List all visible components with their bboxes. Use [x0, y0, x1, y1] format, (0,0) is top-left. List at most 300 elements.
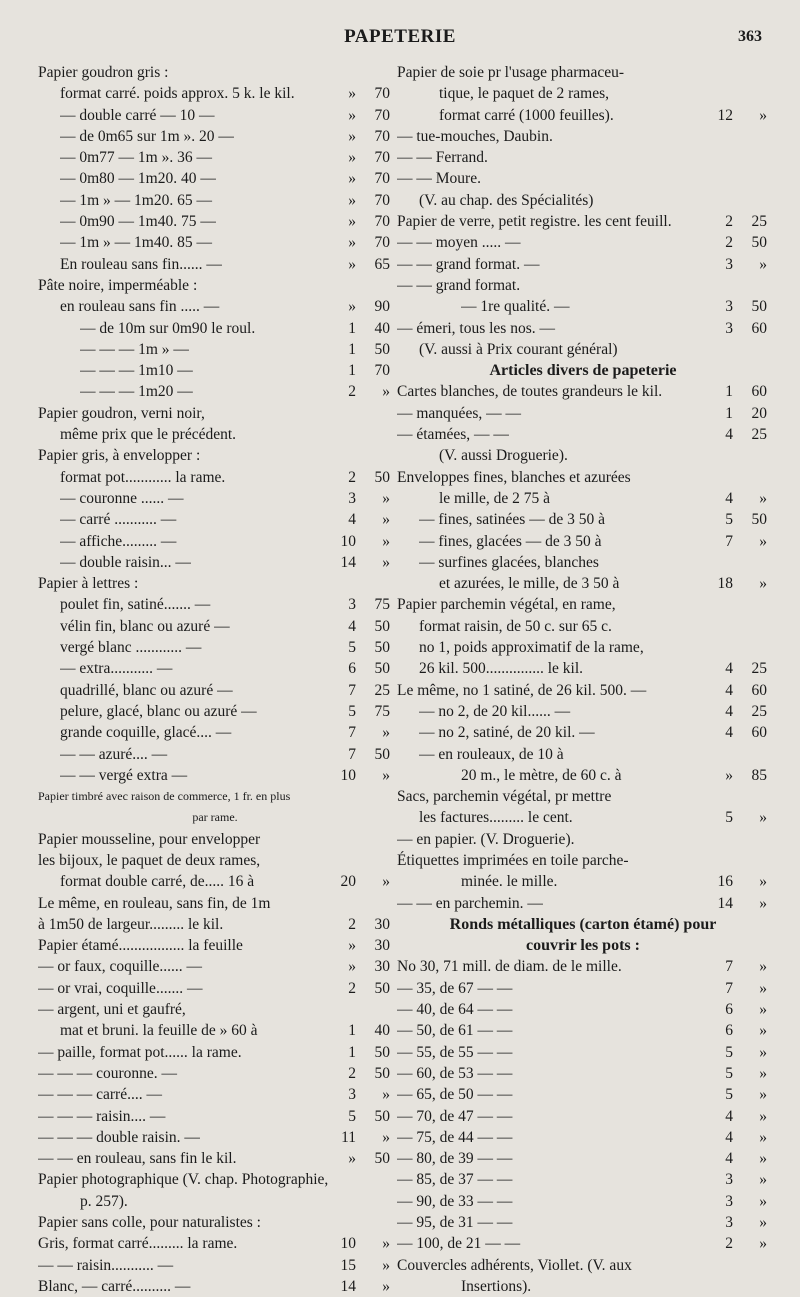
price-francs: 14: [340, 1277, 356, 1295]
price-francs: 3: [725, 1171, 733, 1189]
price-line: [397, 83, 769, 104]
price-centimes: »: [759, 106, 767, 124]
price-francs: 4: [725, 702, 733, 720]
section-heading: [397, 935, 769, 956]
price-centimes: »: [759, 1064, 767, 1082]
item-description: par rame.: [192, 810, 238, 825]
item-description: mat et bruni. la feuille de » 60 à: [60, 1022, 258, 1040]
item-description: et azurées, le mille, de 3 50 à: [439, 575, 620, 593]
price-francs: 1: [348, 319, 356, 337]
price-francs: »: [348, 213, 356, 231]
item-description: couvrir les pots :: [526, 937, 640, 955]
item-description: Papier goudron, verni noir,: [38, 404, 205, 422]
item-description: 26 kil. 500............... le kil.: [419, 660, 584, 678]
price-francs: 3: [725, 255, 733, 273]
price-francs: »: [348, 298, 356, 316]
item-description: Gris, format carré......... la rame.: [38, 1235, 238, 1253]
price-centimes: 70: [374, 85, 390, 103]
price-line: [38, 680, 392, 701]
price-francs: »: [348, 234, 356, 252]
price-centimes: »: [759, 1022, 767, 1040]
price-francs: 7: [725, 979, 733, 997]
price-francs: »: [348, 170, 356, 188]
item-description: vergé blanc ............ —: [60, 639, 202, 657]
price-line: [397, 1148, 769, 1169]
item-description: Étiquettes imprimées en toile parche-: [397, 851, 629, 869]
item-description: Papier étamé................. la feuille: [38, 937, 243, 955]
price-line: [397, 147, 769, 168]
item-description: 20 m., le mètre, de 60 c. à: [461, 766, 622, 784]
price-centimes: »: [382, 383, 390, 401]
item-description: Papier photographique (V. chap. Photographie,: [38, 1171, 329, 1189]
price-francs: 7: [348, 745, 356, 763]
price-line: [397, 445, 769, 466]
price-francs: 5: [348, 1107, 356, 1125]
price-francs: 4: [348, 511, 356, 529]
price-francs: 2: [725, 234, 733, 252]
price-centimes: »: [382, 1277, 390, 1295]
price-line: [397, 1020, 769, 1041]
price-line: [397, 62, 769, 83]
item-description: — no 2, de 20 kil...... —: [419, 702, 571, 720]
price-centimes: 50: [374, 340, 390, 358]
price-centimes: »: [759, 1107, 767, 1125]
price-francs: 12: [717, 106, 733, 124]
price-line: [397, 275, 769, 296]
price-centimes: »: [382, 724, 390, 742]
item-description: — — Ferrand.: [397, 149, 488, 167]
price-line: [397, 211, 769, 232]
price-francs: 5: [725, 1086, 733, 1104]
price-centimes: »: [759, 1171, 767, 1189]
price-centimes: »: [759, 979, 767, 997]
item-description: Couvercles adhérents, Viollet. (V. aux: [397, 1256, 632, 1274]
item-description: — — — 1m20 —: [80, 383, 193, 401]
price-line: [38, 594, 392, 615]
price-line: [38, 445, 392, 466]
price-line: [397, 786, 769, 807]
item-description: — — — 1m » —: [80, 340, 189, 358]
item-description: — 100, de 21 — —: [397, 1235, 521, 1253]
price-francs: 11: [341, 1128, 356, 1146]
item-description: — — — raisin.... —: [38, 1107, 166, 1125]
price-line: [38, 83, 392, 104]
price-francs: »: [348, 255, 356, 273]
price-line: [38, 1255, 392, 1276]
price-centimes: 20: [751, 404, 767, 422]
price-centimes: 60: [751, 383, 767, 401]
price-francs: 3: [725, 1192, 733, 1210]
price-centimes: 25: [751, 702, 767, 720]
price-line: [397, 381, 769, 402]
price-centimes: »: [382, 553, 390, 571]
item-description: Papier parchemin végétal, en rame,: [397, 596, 616, 614]
price-francs: 14: [717, 894, 733, 912]
price-line: [38, 765, 392, 786]
price-centimes: »: [759, 1128, 767, 1146]
item-description: — — raisin........... —: [38, 1256, 174, 1274]
price-line: [397, 552, 769, 573]
item-description: — 1m » — 1m40. 85 —: [60, 234, 212, 252]
price-line: [38, 339, 392, 360]
price-line: [397, 594, 769, 615]
price-line: [38, 1191, 392, 1212]
price-centimes: 50: [751, 234, 767, 252]
price-francs: 1: [725, 383, 733, 401]
price-centimes: »: [382, 1086, 390, 1104]
price-line: [38, 1106, 392, 1127]
item-description: — 80, de 39 — —: [397, 1150, 513, 1168]
item-description: en rouleau sans fin ..... —: [60, 298, 220, 316]
price-line: [397, 658, 769, 679]
item-description: — — en parchemin. —: [397, 894, 543, 912]
price-francs: 10: [340, 766, 356, 784]
price-line: [397, 722, 769, 743]
price-francs: 1: [348, 362, 356, 380]
price-line: [38, 871, 392, 892]
item-description: même prix que le précédent.: [60, 426, 237, 444]
price-line: [38, 1084, 392, 1105]
item-description: — manquées, — —: [397, 404, 521, 422]
price-centimes: 30: [374, 958, 390, 976]
item-description: format carré. poids approx. 5 k. le kil.: [60, 85, 295, 103]
price-line: [38, 786, 392, 807]
item-description: — — — carré.... —: [38, 1086, 162, 1104]
item-description: grande coquille, glacé.... —: [60, 724, 232, 742]
item-description: — 0m80 — 1m20. 40 —: [60, 170, 216, 188]
price-centimes: 25: [751, 660, 767, 678]
price-line: [38, 978, 392, 999]
price-line: [397, 1042, 769, 1063]
price-line: [397, 616, 769, 637]
price-line: [397, 531, 769, 552]
item-description: quadrillé, blanc ou azuré —: [60, 681, 233, 699]
item-description: — no 2, satiné, de 20 kil. —: [419, 724, 595, 742]
item-description: — 70, de 47 — —: [397, 1107, 513, 1125]
price-line: [397, 509, 769, 530]
item-description: format raisin, de 50 c. sur 65 c.: [419, 617, 612, 635]
price-francs: 3: [348, 489, 356, 507]
price-line: [397, 1276, 769, 1297]
price-centimes: 50: [374, 468, 390, 486]
price-line: [397, 999, 769, 1020]
price-line: [38, 275, 392, 296]
price-line: [397, 1127, 769, 1148]
item-description: format double carré, de..... 16 à: [60, 873, 255, 891]
price-francs: 2: [725, 213, 733, 231]
price-centimes: 40: [374, 1022, 390, 1040]
price-centimes: 70: [374, 191, 390, 209]
price-line: [38, 1127, 392, 1148]
item-description: Le même, no 1 satiné, de 26 kil. 500. —: [397, 681, 647, 699]
price-line: [38, 1276, 392, 1297]
price-line: [38, 616, 392, 637]
item-description: Papier à lettres :: [38, 575, 139, 593]
item-description: (V. aussi Droguerie).: [439, 447, 568, 465]
item-description: Papier de soie pr l'usage pharmaceu-: [397, 64, 625, 81]
price-francs: 15: [340, 1256, 356, 1274]
price-line: [397, 1255, 769, 1276]
price-centimes: 70: [374, 234, 390, 252]
price-centimes: 25: [374, 681, 390, 699]
item-description: Papier mousseline, pour envelopper: [38, 830, 261, 848]
price-francs: »: [348, 191, 356, 209]
price-francs: 4: [725, 426, 733, 444]
price-line: [38, 1148, 392, 1169]
item-description: Articles divers de papeterie: [489, 362, 677, 380]
price-line: [38, 105, 392, 126]
price-francs: 5: [725, 511, 733, 529]
price-francs: 6: [348, 660, 356, 678]
section-heading: [397, 360, 769, 381]
item-description: — fines, satinées — de 3 50 à: [419, 511, 605, 529]
price-line: [397, 744, 769, 765]
price-line: [38, 126, 392, 147]
price-line: [38, 211, 392, 232]
item-description: poulet fin, satiné....... —: [60, 596, 211, 614]
price-francs: 4: [725, 489, 733, 507]
price-centimes: 60: [751, 681, 767, 699]
item-description: — — grand format. —: [397, 255, 540, 273]
price-centimes: 50: [751, 298, 767, 316]
item-description: — en rouleaux, de 10 à: [419, 745, 564, 763]
item-description: Blanc, — carré.......... —: [38, 1277, 191, 1295]
price-line: [38, 232, 392, 253]
item-description: minée. le mille.: [461, 873, 558, 891]
price-line: [397, 829, 769, 850]
price-francs: 4: [725, 1128, 733, 1146]
item-description: — — Moure.: [397, 170, 481, 188]
price-line: [397, 168, 769, 189]
page-title: PAPETERIE: [344, 26, 456, 47]
price-francs: 4: [725, 681, 733, 699]
price-line: [38, 488, 392, 509]
price-line: [397, 637, 769, 658]
item-description: — — moyen ..... —: [397, 234, 521, 252]
price-line: [38, 467, 392, 488]
price-line: [397, 1212, 769, 1233]
price-centimes: 50: [374, 617, 390, 635]
price-line: [397, 488, 769, 509]
price-francs: 4: [725, 724, 733, 742]
price-centimes: 50: [374, 979, 390, 997]
price-line: [38, 935, 392, 956]
price-centimes: »: [382, 489, 390, 507]
price-line: [397, 126, 769, 147]
price-line: [397, 105, 769, 126]
price-centimes: 65: [374, 255, 390, 273]
item-description: — fines, glacées — de 3 50 à: [419, 532, 602, 550]
price-line: [397, 1191, 769, 1212]
price-line: [38, 1020, 392, 1041]
item-description: — de 0m65 sur 1m ». 20 —: [60, 127, 234, 145]
price-francs: 4: [725, 1150, 733, 1168]
item-description: — en papier. (V. Droguerie).: [397, 830, 575, 848]
item-description: vélin fin, blanc ou azuré —: [60, 617, 230, 635]
item-description: les factures......... le cent.: [419, 809, 573, 827]
price-centimes: »: [382, 873, 390, 891]
price-francs: 7: [725, 532, 733, 550]
item-description: Papier sans colle, pour naturalistes :: [38, 1214, 261, 1232]
price-francs: »: [348, 149, 356, 167]
page-header: [36, 26, 764, 56]
price-francs: 7: [348, 681, 356, 699]
price-centimes: 70: [374, 106, 390, 124]
price-line: [397, 701, 769, 722]
price-francs: »: [348, 958, 356, 976]
price-centimes: 50: [374, 660, 390, 678]
price-centimes: »: [759, 1043, 767, 1061]
price-line: [397, 254, 769, 275]
item-description: — 35, de 67 — —: [397, 979, 513, 997]
price-line: [38, 1042, 392, 1063]
item-description: — — en rouleau, sans fin le kil.: [38, 1150, 237, 1168]
price-line: [38, 254, 392, 275]
price-line: [397, 893, 769, 914]
item-description: No 30, 71 mill. de diam. de le mille.: [397, 958, 622, 976]
item-description: — 60, de 53 — —: [397, 1064, 513, 1082]
price-francs: 3: [348, 596, 356, 614]
item-description: no 1, poids approximatif de la rame,: [419, 639, 644, 657]
price-line: [397, 978, 769, 999]
price-line: [38, 956, 392, 977]
price-line: [38, 190, 392, 211]
price-francs: 2: [348, 383, 356, 401]
item-description: — 75, de 44 — —: [397, 1128, 513, 1146]
price-line: [38, 999, 392, 1020]
item-description: — couronne ...... —: [60, 489, 184, 507]
price-centimes: »: [759, 958, 767, 976]
section-heading: [397, 914, 769, 935]
price-centimes: »: [759, 873, 767, 891]
price-line: [397, 339, 769, 360]
item-description: — or faux, coquille...... —: [38, 958, 203, 976]
item-description: — 65, de 50 — —: [397, 1086, 513, 1104]
item-description: tique, le paquet de 2 rames,: [439, 85, 610, 103]
price-centimes: 70: [374, 149, 390, 167]
price-line: [38, 381, 392, 402]
price-centimes: »: [382, 532, 390, 550]
price-francs: 2: [348, 468, 356, 486]
price-francs: 10: [340, 1235, 356, 1253]
price-francs: 7: [725, 958, 733, 976]
price-francs: 20: [340, 873, 356, 891]
price-line: [397, 232, 769, 253]
price-line: [38, 296, 392, 317]
item-description: — 0m90 — 1m40. 75 —: [60, 213, 216, 231]
item-description: — carré ........... —: [60, 511, 177, 529]
price-francs: 4: [725, 660, 733, 678]
page-number: 363: [738, 28, 762, 45]
item-description: — 95, de 31 — —: [397, 1214, 513, 1232]
price-francs: 3: [348, 1086, 356, 1104]
price-centimes: 40: [374, 319, 390, 337]
price-francs: »: [348, 106, 356, 124]
item-description: les bijoux, le paquet de deux rames,: [38, 851, 261, 869]
price-line: [397, 765, 769, 786]
price-francs: 3: [725, 298, 733, 316]
price-centimes: »: [759, 1192, 767, 1210]
price-francs: 2: [348, 915, 356, 933]
price-centimes: 60: [751, 724, 767, 742]
price-line: [397, 680, 769, 701]
item-description: — paille, format pot...... la rame.: [38, 1043, 242, 1061]
item-description: — — — 1m10 —: [80, 362, 193, 380]
item-description: Ronds métalliques (carton étamé) pour: [449, 915, 717, 933]
price-centimes: »: [759, 809, 767, 827]
price-centimes: 50: [374, 1043, 390, 1061]
price-line: [397, 871, 769, 892]
price-centimes: 50: [374, 1150, 390, 1168]
item-description: Sacs, parchemin végétal, pr mettre: [397, 788, 612, 806]
price-francs: 2: [725, 1235, 733, 1253]
price-centimes: 30: [374, 937, 390, 955]
price-line: [38, 552, 392, 573]
item-description: Papier de verre, petit registre. les cent feuill.: [397, 213, 672, 231]
price-line: [397, 296, 769, 317]
price-francs: 10: [340, 532, 356, 550]
price-centimes: 60: [751, 319, 767, 337]
item-description: En rouleau sans fin...... —: [60, 255, 222, 273]
price-francs: »: [348, 937, 356, 955]
price-line: [38, 62, 392, 83]
item-description: — 40, de 64 — —: [397, 1001, 513, 1019]
price-centimes: 75: [374, 596, 390, 614]
price-line: [38, 360, 392, 381]
item-description: — affiche......... —: [60, 532, 177, 550]
price-francs: 6: [725, 1022, 733, 1040]
price-line: [397, 467, 769, 488]
price-line: [397, 807, 769, 828]
item-description: p. 257).: [80, 1192, 128, 1210]
price-francs: 18: [717, 575, 733, 593]
price-line: [397, 318, 769, 339]
price-line: [38, 807, 392, 828]
price-francs: 1: [725, 404, 733, 422]
item-description: — argent, uni et gaufré,: [38, 1001, 186, 1019]
price-line: [38, 509, 392, 530]
price-centimes: »: [759, 575, 767, 593]
price-centimes: 50: [374, 639, 390, 657]
price-centimes: »: [759, 255, 767, 273]
price-line: [397, 1063, 769, 1084]
item-description: — double carré — 10 —: [60, 106, 215, 124]
price-line: [38, 424, 392, 445]
price-line: [38, 850, 392, 871]
price-line: [397, 1169, 769, 1190]
price-centimes: 50: [374, 1107, 390, 1125]
price-line: [397, 424, 769, 445]
item-description: — 50, de 61 — —: [397, 1022, 513, 1040]
price-centimes: 25: [751, 213, 767, 231]
item-description: — 85, de 37 — —: [397, 1171, 513, 1189]
price-francs: 7: [348, 724, 356, 742]
price-line: [397, 1106, 769, 1127]
item-description: — 1m » — 1m20. 65 —: [60, 191, 212, 209]
item-description: — — vergé extra —: [60, 766, 188, 784]
price-francs: 5: [725, 809, 733, 827]
price-line: [38, 914, 392, 935]
price-line: [38, 318, 392, 339]
item-description: — 90, de 33 — —: [397, 1192, 513, 1210]
price-francs: 2: [348, 979, 356, 997]
item-description: à 1m50 de largeur......... le kil.: [38, 915, 224, 933]
price-francs: 1: [348, 340, 356, 358]
price-centimes: »: [759, 1235, 767, 1253]
item-description: le mille, de 2 75 à: [439, 489, 551, 507]
price-line: [38, 147, 392, 168]
item-description: — — — double raisin. —: [38, 1128, 200, 1146]
